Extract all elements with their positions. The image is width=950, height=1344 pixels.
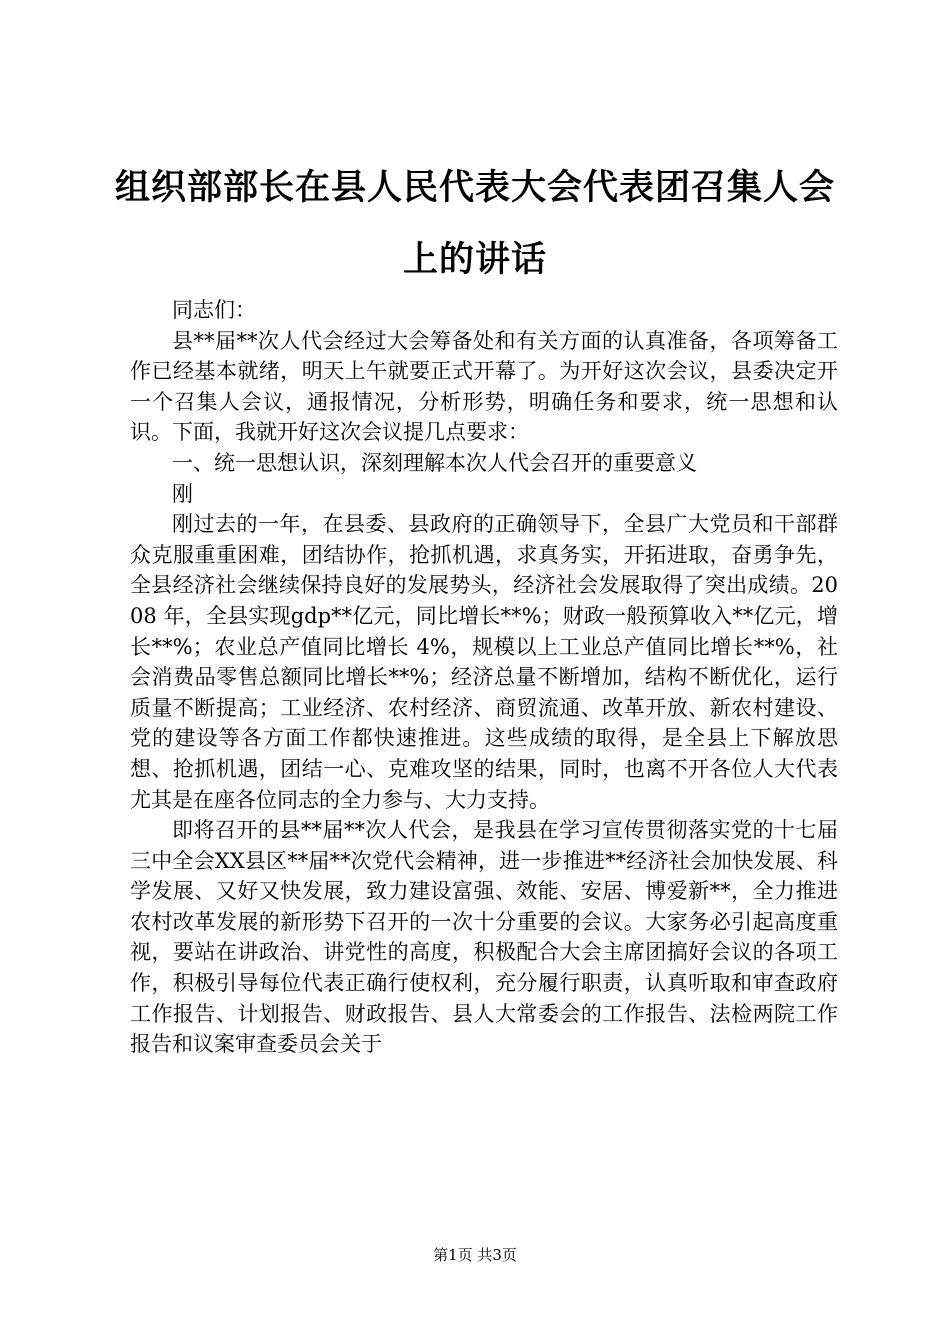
intro-paragraph: 县**届**次人代会经过大会筹备处和有关方面的认真准备，各项筹备工作已经基本就绪，明天上午就要正式开幕了。为开好这次会议，县委决定开一个召集人会议，通报情况，分析形势，明确任务和要求，统一思想和认识。下面，我就开好这次会议提几点要求： xyxy=(130,328,838,445)
document-title: 组织部部长在县人民代表大会代表团召集人会上的讲话 xyxy=(114,168,835,280)
achievements-paragraph: 刚过去的一年，在县委、县政府的正确领导下，全县广大党员和干部群众克服重重困难，团结协作，抢抓机遇，求真务实，开拓进取，奋勇争先，全县经济社会继续保持良好的发展势头，经济社会发展取得了突出成绩。2008 年，全县实现gdp**亿元，同比增长**%；财政一般预算收入**亿元，增长**%；农业总产值同比增长 4%，规模以上工业总产值同比增长**%，社会消费品零售总额同比增长**%；经济总量不断增加，结构不断优化，运行质量不断提高；工业经济、农村经济、商贸流通、改革开放、新农村建设、党的建设等各方面工作都快速推进。这些成绩的取得，是全县上下解放思想、抢抓机遇，团结一心、克难攻坚的结果，同时，也离不开各位人大代表尤其是在座各位同志的全力参与、大力支持。 xyxy=(130,512,838,812)
section-heading: 一、统一思想认识，深刻理解本次人代会召开的重要意义 xyxy=(172,450,697,475)
salutation: 同志们： xyxy=(172,298,256,322)
document-body xyxy=(130,295,838,1060)
page-number-footer: 第1页 共3页 xyxy=(433,1246,517,1264)
paragraph-fragment: 刚 xyxy=(172,481,193,506)
meeting-significance-paragraph: 即将召开的县**届**次人代会，是我县在学习宣传贯彻落实党的十七届三中全会XX县区**届**次党代会精神，进一步推进**经济社会加快发展、科学发展、又好又快发展，致力建设富强、效能、安居、博爱新**，全力推进农村改革发展的新形势下召开的一次十分重要的会议。大家务必引起高度重视，要站在讲政治、讲党性的高度，积极配合大会主席团搞好会议的各项工作，积极引导每位代表正确行使权利，充分履行职责，认真听取和审查政府工作报告、计划报告、财政报告、县人大常委会的工作报告、法检两院工作报告和议案审查委员会关于 xyxy=(130,818,838,1057)
